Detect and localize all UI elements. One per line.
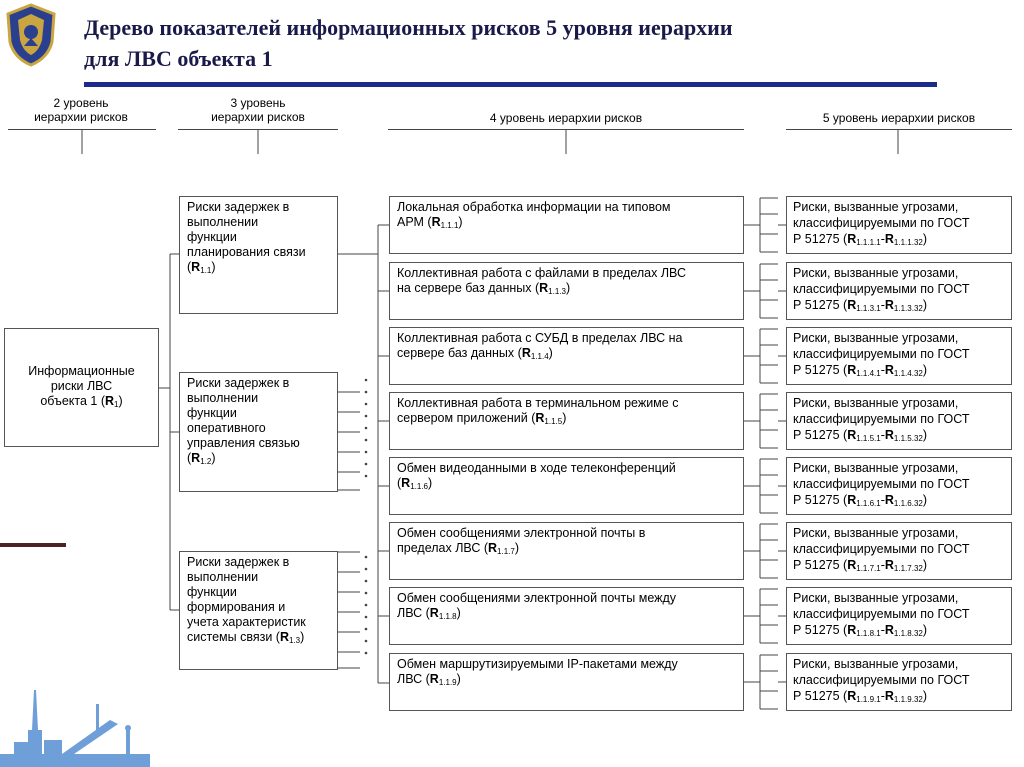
level5-to: 1.1.4.32 <box>893 369 923 378</box>
level3-3-line: Риски задержек в <box>187 555 290 569</box>
level5-from: 1.1.4.1 <box>856 369 881 378</box>
title-underline <box>84 82 937 87</box>
emblem-logo <box>2 2 60 68</box>
level3-3-line: функции <box>187 585 237 599</box>
level4-line: ЛВС $(R_{1.1.8})$ <box>397 606 461 621</box>
level5-r: R <box>884 232 894 246</box>
level5-r: R <box>884 363 894 377</box>
level4-line: Обмен сообщениями электронной почты между <box>397 591 677 605</box>
level5-r: R <box>884 298 894 312</box>
level3-3-r: R <box>279 630 289 644</box>
level4-text: на сервере баз данных <box>397 281 532 295</box>
level3-1-line: функции <box>187 230 237 244</box>
header-level-3-line1: 3 уровень <box>230 96 286 110</box>
level4-line: Обмен видеоданными в ходе телеконференций <box>397 461 676 475</box>
level5-from: 1.1.6.1 <box>856 499 881 508</box>
level5-code <box>793 492 1005 512</box>
level3-1-sub: 1.1 <box>200 266 212 275</box>
level5-code <box>793 231 1005 251</box>
level3-2-line: Риски задержек в <box>187 376 290 390</box>
level4-line: АРМ $(R_{1.1.1})$ <box>397 215 463 230</box>
level4-r: R <box>488 541 498 555</box>
level3-3-code: системы связи $(R_{1.3})$ <box>187 630 305 645</box>
level5-box-4 <box>786 392 1012 450</box>
root-r-symbol: R <box>105 393 115 408</box>
level4-box-8 <box>389 653 744 711</box>
level5-line: классифицируемыми по ГОСТ <box>793 607 970 621</box>
level5-prefix: Р 51275 ( <box>793 428 848 442</box>
level5-dash: - <box>880 623 885 637</box>
level4-box-5 <box>389 457 744 515</box>
level3-2-code: $(R_{1.2})$ <box>187 451 216 466</box>
header-level-2-line2: иерархии рисков <box>34 110 128 124</box>
level5-code <box>793 362 1005 382</box>
level5-line: классифицируемыми по ГОСТ <box>793 477 970 491</box>
level5-line: Риски, вызванные угрозами, <box>793 657 959 671</box>
level4-sub: 1.1.7 <box>497 547 515 556</box>
level5-r: R <box>884 623 894 637</box>
level3-2-line: выполнении <box>187 391 259 405</box>
level5-r: R <box>847 298 857 312</box>
level3-1-line: планирования связи <box>187 245 306 259</box>
city-skyline-icon <box>0 690 150 767</box>
level5-close: ) <box>922 493 928 507</box>
level5-close: ) <box>922 428 928 442</box>
level4-sub: 1.1.9 <box>438 678 457 687</box>
level4-text: ЛВС <box>397 606 423 620</box>
level4-line: сервером приложений $(R_{1.1.5})$ <box>397 411 567 426</box>
level5-r: R <box>847 493 857 507</box>
level5-box-7 <box>786 587 1012 645</box>
level5-code <box>793 622 1005 642</box>
title-line-1: Дерево показателей информационных рисков 5 уровня иерархии <box>84 15 733 40</box>
level3-2-line: управления связью <box>187 436 300 450</box>
level5-from: 1.1.7.1 <box>856 564 881 573</box>
level5-dash: - <box>880 428 885 442</box>
level4-box-4 <box>389 392 744 450</box>
level5-code <box>793 427 1005 447</box>
level4-sub: 1.1.6 <box>410 482 428 491</box>
level5-prefix: Р 51275 ( <box>793 298 848 312</box>
level4-line: Коллективная работа в терминальном режиме с <box>397 396 679 410</box>
level3-2-sub: 1.2 <box>200 457 212 466</box>
header-level-3 <box>178 96 338 124</box>
level5-r: R <box>884 558 894 572</box>
level5-prefix: Р 51275 ( <box>793 558 848 572</box>
root-line-1: Информационные <box>28 363 135 378</box>
level4-text: ЛВС <box>397 672 423 686</box>
level4-line: сервере баз данных $(R_{1.1.4})$ <box>397 346 553 361</box>
level3-box-2 <box>179 372 338 492</box>
level4-line: $(R_{1.1.6})$ <box>397 476 433 491</box>
level5-to: 1.1.9.32 <box>893 695 923 704</box>
level5-r: R <box>847 558 857 572</box>
level4-r: R <box>521 346 531 360</box>
header-rule-level-3 <box>178 129 338 130</box>
root-close: ) <box>118 393 123 408</box>
level5-close: ) <box>922 623 928 637</box>
level5-box-8 <box>786 653 1012 711</box>
level5-box-6 <box>786 522 1012 580</box>
level4-sub: 1.1.8 <box>438 612 457 621</box>
level3-3-sub: 1.3 <box>288 636 301 645</box>
level4-box-6 <box>389 522 744 580</box>
level5-from: 1.1.8.1 <box>856 629 881 638</box>
level4-sub: 1.1.3 <box>548 287 566 296</box>
level5-box-1 <box>786 196 1012 254</box>
level5-prefix: Р 51275 ( <box>793 689 848 703</box>
level5-box-2 <box>786 262 1012 320</box>
level5-to: 1.1.6.32 <box>893 499 923 508</box>
level5-r: R <box>847 623 857 637</box>
level3-1-code: $(R_{1.1})$ <box>187 260 216 275</box>
level5-line: Риски, вызванные угрозами, <box>793 200 959 214</box>
level3-box-1 <box>179 196 338 314</box>
root-line-3 <box>28 394 134 412</box>
level5-dash: - <box>880 298 885 312</box>
level5-line: Риски, вызванные угрозами, <box>793 461 959 475</box>
level4-r: R <box>429 606 439 620</box>
level4-line: Коллективная работа с файлами в пределах ЛВС <box>397 266 687 280</box>
level4-line: на сервере баз данных $(R_{1.1.3})$ <box>397 281 571 296</box>
level5-dash: - <box>880 689 885 703</box>
level3-2-line: оперативного <box>187 421 266 435</box>
level5-to: 1.1.1.32 <box>893 238 923 247</box>
level3-3-line: формирования и <box>187 600 286 614</box>
level5-line: Риски, вызванные угрозами, <box>793 591 959 605</box>
level5-line: Риски, вызванные угрозами, <box>793 331 959 345</box>
level3-3-line: выполнении <box>187 570 259 584</box>
level5-close: ) <box>922 558 928 572</box>
level5-r: R <box>847 363 857 377</box>
level5-line: классифицируемыми по ГОСТ <box>793 347 970 361</box>
level4-line: пределах ЛВС $(R_{1.1.7})$ <box>397 541 519 556</box>
level4-line: Обмен сообщениями электронной почты в <box>397 526 646 540</box>
level3-3-line: учета характеристик <box>187 615 306 629</box>
level5-from: 1.1.3.1 <box>856 304 881 313</box>
level5-prefix: Р 51275 ( <box>793 363 848 377</box>
level3-1-r: R <box>191 260 201 274</box>
level4-line: Обмен маршрутизируемыми IP-пакетами между <box>397 657 678 671</box>
header-rule-level-5 <box>786 129 1012 130</box>
level5-prefix: Р 51275 ( <box>793 493 848 507</box>
level5-r: R <box>847 428 857 442</box>
header-rule-level-2 <box>8 129 156 130</box>
level5-to: 1.1.8.32 <box>893 629 923 638</box>
level4-box-2 <box>389 262 744 320</box>
header-level-2-line1: 2 уровень <box>53 96 109 110</box>
level5-prefix: Р 51275 ( <box>793 623 848 637</box>
level4-r: R <box>535 411 545 425</box>
level5-r: R <box>847 689 857 703</box>
header-rule-level-4 <box>388 129 744 130</box>
level4-sub: 1.1.4 <box>530 352 549 361</box>
level5-code <box>793 688 1005 708</box>
level5-r: R <box>884 428 894 442</box>
level4-text: сервером приложений <box>397 411 528 425</box>
level5-to: 1.1.7.32 <box>893 564 923 573</box>
root-r-sub: 1 <box>114 399 119 409</box>
level4-text: АРМ <box>397 215 424 229</box>
title-line-2: для ЛВС объекта 1 <box>84 46 273 71</box>
level3-box-3 <box>179 551 338 670</box>
level5-prefix: Р 51275 ( <box>793 232 848 246</box>
page-title <box>84 12 984 74</box>
level5-from: 1.1.5.1 <box>856 434 881 443</box>
header-level-2 <box>8 96 154 124</box>
level5-box-3 <box>786 327 1012 385</box>
level5-close: ) <box>922 232 928 246</box>
level5-from: 1.1.1.1 <box>856 238 881 247</box>
header-level-3-line2: иерархии рисков <box>211 110 305 124</box>
level3-1-line: выполнении <box>187 215 259 229</box>
level5-close: ) <box>922 363 928 377</box>
level5-dash: - <box>880 493 885 507</box>
level3-1-line: Риски задержек в <box>187 200 290 214</box>
level5-r: R <box>884 689 894 703</box>
level5-to: 1.1.3.32 <box>893 304 923 313</box>
level5-dash: - <box>880 558 885 572</box>
level3-3-last: системы связи <box>187 630 273 644</box>
level5-close: ) <box>922 689 928 703</box>
level5-line: классифицируемыми по ГОСТ <box>793 412 970 426</box>
level4-r: R <box>539 281 549 295</box>
level4-r: R <box>431 215 441 229</box>
level4-r: R <box>401 476 411 490</box>
root-line-2: риски ЛВС <box>50 378 113 393</box>
level3-2-line: функции <box>187 406 237 420</box>
level4-sub: 1.1.1 <box>440 221 459 230</box>
level5-to: 1.1.5.32 <box>893 434 923 443</box>
level5-line: классифицируемыми по ГОСТ <box>793 673 970 687</box>
level4-box-3 <box>389 327 744 385</box>
header-level-4: 4 уровень иерархии рисков <box>489 111 643 125</box>
level4-text: сервере баз данных <box>397 346 515 360</box>
root-line-3-text: объекта 1 ( <box>40 393 105 408</box>
level5-code <box>793 557 1005 577</box>
level4-box-7 <box>389 587 744 645</box>
level4-sub: 1.1.5 <box>544 417 563 426</box>
level5-r: R <box>884 493 894 507</box>
level4-line: Коллективная работа с СУБД в пределах ЛВС на <box>397 331 683 345</box>
level3-2-r: R <box>191 451 201 465</box>
header-level-5: 5 уровень иерархии рисков <box>822 111 976 125</box>
level4-line: Локальная обработка информации на типовом <box>397 200 671 214</box>
level5-box-5 <box>786 457 1012 515</box>
level5-dash: - <box>880 232 885 246</box>
level5-dash: - <box>880 363 885 377</box>
level5-line: классифицируемыми по ГОСТ <box>793 282 970 296</box>
root-box <box>4 328 159 447</box>
level4-r: R <box>429 672 439 686</box>
level4-line: ЛВС $(R_{1.1.9})$ <box>397 672 461 687</box>
level5-close: ) <box>922 298 928 312</box>
level5-r: R <box>847 232 857 246</box>
level5-line: Риски, вызванные угрозами, <box>793 266 959 280</box>
level5-from: 1.1.9.1 <box>856 695 881 704</box>
level5-line: Риски, вызванные угрозами, <box>793 396 959 410</box>
accent-bar <box>0 543 66 547</box>
level5-code <box>793 297 1005 317</box>
level5-line: Риски, вызванные угрозами, <box>793 526 959 540</box>
level5-line: классифицируемыми по ГОСТ <box>793 216 970 230</box>
level4-box-1 <box>389 196 744 254</box>
level4-text: пределах ЛВС <box>397 541 481 555</box>
level5-line: классифицируемыми по ГОСТ <box>793 542 970 556</box>
